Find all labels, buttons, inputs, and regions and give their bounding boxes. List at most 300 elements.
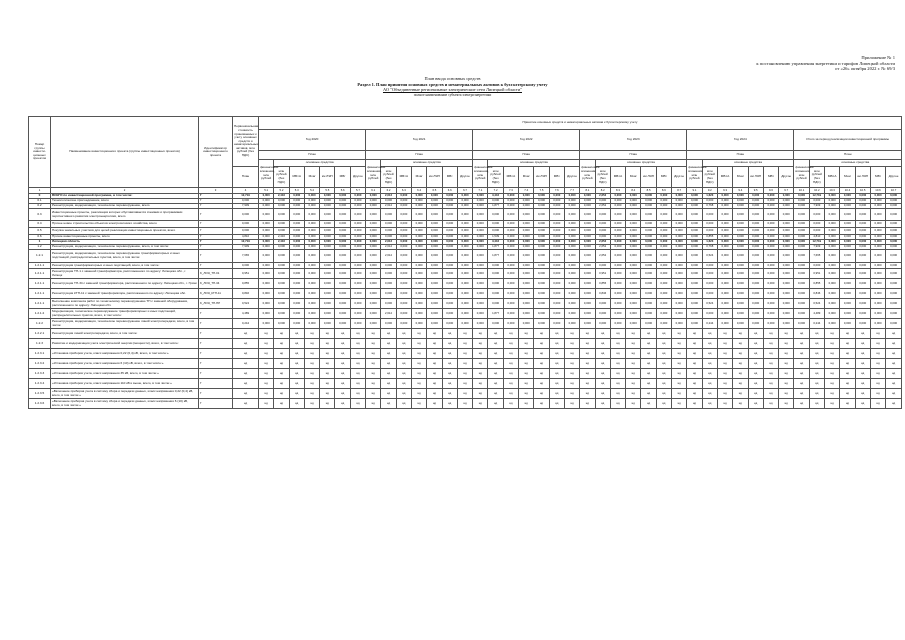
row-value: нд (381, 359, 396, 369)
row-value: 0,000 (274, 199, 289, 204)
row-value: 0,000 (320, 221, 335, 228)
row-value: 0,000 (564, 299, 579, 309)
row-value: 0,000 (335, 235, 350, 240)
row-value: 0,000 (396, 228, 411, 235)
row-value: нд (534, 369, 549, 379)
row-value: нд (641, 359, 656, 369)
row-number: 1.2.1.2 (29, 309, 51, 319)
row-plan-cost: нд (233, 389, 259, 399)
row-value: 0,000 (717, 245, 732, 250)
col-number: 9.7 (779, 188, 794, 194)
row-value: 0,000 (304, 309, 319, 319)
row-value: 0,000 (335, 194, 350, 199)
row-value: нд (626, 389, 641, 399)
row-value: нд (320, 349, 335, 359)
row-value: 0,000 (519, 209, 534, 221)
row-value: 0,000 (687, 209, 702, 221)
row-value: 0,000 (855, 289, 870, 299)
row-value: нд (304, 329, 319, 339)
row-value: нд (473, 339, 488, 349)
row-value: 0,000 (427, 228, 442, 235)
row-value: 0,000 (320, 269, 335, 279)
row-value: нд (564, 329, 579, 339)
row-value: 0,000 (886, 228, 902, 235)
row-value: 0,000 (641, 299, 656, 309)
row-value: 0,000 (824, 199, 839, 204)
row-value: 0,000 (626, 199, 641, 204)
row-value: 0,000 (274, 279, 289, 289)
row-value: 0,000 (824, 240, 839, 245)
row-value: 0,000 (457, 309, 472, 319)
row-value: нд (350, 339, 365, 349)
row-value: 0,000 (763, 309, 778, 319)
row-value: 0,000 (656, 221, 671, 228)
row-value: 0,000 (824, 204, 839, 209)
row-value: нд (549, 339, 564, 349)
row-value: 0,000 (855, 240, 870, 245)
row-number: 1.2.3.1 (29, 349, 51, 359)
row-value: 3,416 (488, 240, 503, 245)
row-value: 0,000 (442, 221, 457, 228)
row-value: нд (610, 359, 625, 369)
row-value: 0,000 (794, 309, 809, 319)
row-value: нд (580, 379, 595, 389)
row-value: нд (824, 399, 839, 409)
row-value: 0,000 (396, 245, 411, 250)
row-value: 0,000 (733, 299, 748, 309)
row-value: 0,000 (824, 269, 839, 279)
row-value: 1,623 (702, 194, 717, 199)
row-value: 0,000 (457, 299, 472, 309)
col-number: 3 (199, 188, 233, 194)
row-value: 0,000 (411, 204, 426, 209)
row-value: нд (335, 349, 350, 359)
row-value: 0,000 (304, 245, 319, 250)
col-number: 6.7 (457, 188, 472, 194)
row-value: 0,000 (595, 221, 610, 228)
row-value: 0,000 (855, 245, 870, 250)
row-value: 0,000 (259, 235, 274, 240)
row-value: нд (289, 329, 304, 339)
row-value: 0,000 (886, 221, 902, 228)
row-value: 0,000 (473, 199, 488, 204)
row-value: 0,000 (274, 228, 289, 235)
row-value: нд (396, 369, 411, 379)
col-header-unit: млн рублей (без НДС) (274, 167, 289, 188)
row-value: 7,909 (809, 245, 824, 250)
row-value: 0,000 (289, 204, 304, 209)
row-value: нд (366, 329, 381, 339)
row-number: 1.2.2.1 (29, 329, 51, 339)
row-value: нд (733, 389, 748, 399)
row-value: 0,000 (320, 199, 335, 204)
row-value: 0,000 (870, 235, 885, 240)
row-value: 0,000 (626, 194, 641, 199)
row-value: нд (427, 389, 442, 399)
col-number: 10.6 (870, 188, 885, 194)
row-value: нд (304, 359, 319, 369)
row-value: нд (320, 369, 335, 379)
annex-line-1: Приложение № 1 (861, 55, 895, 60)
row-value: 0,000 (748, 240, 763, 245)
row-value: нд (411, 339, 426, 349)
row-value: 0,000 (366, 309, 381, 319)
row-value: нд (809, 389, 824, 399)
row-value: нд (488, 339, 503, 349)
row-value: 0,951 (809, 269, 824, 279)
row-value: 0,000 (763, 235, 778, 240)
row-value: нд (411, 399, 426, 409)
row-value: нд (626, 349, 641, 359)
row-value: нд (335, 359, 350, 369)
row-value: 1,877 (488, 245, 503, 250)
row-value: нд (335, 369, 350, 379)
col-header-unit: Другое (564, 167, 579, 188)
row-value: 0,000 (473, 269, 488, 279)
row-value: нд (672, 379, 687, 389)
row-value: 0,000 (411, 209, 426, 221)
row-value: нд (457, 369, 472, 379)
row-number: 1.2.1.1 (29, 299, 51, 309)
row-value: 1,877 (488, 309, 503, 319)
row-number: 1.2.3.4 (29, 379, 51, 389)
row-value: 0,000 (335, 228, 350, 235)
row-value: 0,000 (350, 204, 365, 209)
row-value: 0,000 (442, 228, 457, 235)
table-row (29, 369, 902, 379)
row-value: 0,000 (427, 221, 442, 228)
row-value: 0,000 (687, 194, 702, 199)
row-value: нд (320, 339, 335, 349)
row-value: 0,000 (427, 289, 442, 299)
row-value: нд (366, 369, 381, 379)
row-value: 0,000 (534, 221, 549, 228)
row-value: 0,000 (733, 289, 748, 299)
row-value: 0,000 (427, 194, 442, 199)
row-value: 0,000 (840, 269, 855, 279)
row-value: 0,000 (411, 194, 426, 199)
row-value: нд (381, 399, 396, 409)
row-value: 0,000 (748, 221, 763, 228)
row-value: нд (457, 339, 472, 349)
col-number: 5.4 (304, 188, 319, 194)
row-value: 0,000 (442, 289, 457, 299)
row-value: 0,000 (411, 235, 426, 240)
row-value: 0,000 (335, 204, 350, 209)
row-value: нд (335, 389, 350, 399)
row-plan-cost: 4,489 (233, 309, 259, 319)
row-project-id: K_ЛОЭ_ТП-34 (199, 279, 233, 289)
row-value: нд (717, 359, 732, 369)
row-number: 1.2.3.3 (29, 369, 51, 379)
row-value: 0,000 (304, 289, 319, 299)
row-value: 0,000 (350, 299, 365, 309)
row-value: 2,612 (381, 250, 396, 263)
row-value: 0,000 (610, 269, 625, 279)
row-value: нд (335, 379, 350, 389)
row-value: 0,000 (350, 199, 365, 204)
row-value: 0,000 (259, 245, 274, 250)
row-value: 0,000 (442, 269, 457, 279)
row-value: 0,000 (519, 319, 534, 329)
row-value: 0,000 (488, 263, 503, 269)
row-value: нд (503, 379, 518, 389)
row-value: нд (809, 379, 824, 389)
row-value: нд (274, 399, 289, 409)
row-value: 0,000 (396, 289, 411, 299)
row-value: нд (442, 399, 457, 409)
row-value: нд (442, 379, 457, 389)
row-value: нд (779, 399, 794, 409)
document-heading (0, 76, 905, 98)
col-header-unit: км ЛЭП (534, 167, 549, 188)
col-header-plan: План (366, 151, 473, 160)
row-value: нд (641, 339, 656, 349)
row-value: 0,000 (610, 235, 625, 240)
row-value: нд (702, 329, 717, 339)
row-value: 12,719 (809, 194, 824, 199)
row-value: 0,000 (381, 279, 396, 289)
row-value: 0,000 (687, 263, 702, 269)
col-number: 9.6 (763, 188, 778, 194)
row-value: 0,846 (595, 289, 610, 299)
row-project-name: Реконструкция, модернизация, техническое перевооружение трансформаторных и иных подстанций, распределительных пунктов, всего, в том числе: (51, 250, 199, 263)
row-value: 0,000 (457, 250, 472, 263)
row-number: 0.6 (29, 235, 51, 240)
row-value: нд (366, 349, 381, 359)
row-value: 0,000 (473, 235, 488, 240)
row-plan-cost: 7,909 (233, 245, 259, 250)
col-header-unit: Mvar (840, 167, 855, 188)
col-header-financial-investments: финансовые вложения, млн рублей (580, 160, 595, 188)
row-value: 0,000 (503, 269, 518, 279)
row-value: 0,000 (427, 240, 442, 245)
row-value: 0,000 (610, 228, 625, 235)
row-value: 0,000 (870, 269, 885, 279)
row-value: 0,000 (350, 209, 365, 221)
row-value: нд (855, 359, 870, 369)
row-value: нд (656, 389, 671, 399)
row-number: 1.2.3.2 (29, 359, 51, 369)
row-value: 0,000 (656, 309, 671, 319)
row-value: нд (748, 359, 763, 369)
row-value: 0,000 (733, 240, 748, 245)
col-header-unit: млн рублей (без НДС) (381, 167, 396, 188)
row-value: 0,000 (427, 209, 442, 221)
row-value: нд (381, 339, 396, 349)
row-value: 0,000 (886, 279, 902, 289)
row-value: нд (870, 369, 885, 379)
row-value: 0,000 (794, 299, 809, 309)
col-header-unit: млн рублей (без НДС) (488, 167, 503, 188)
row-value: нд (687, 369, 702, 379)
row-value: 0,000 (580, 279, 595, 289)
row-value: нд (656, 329, 671, 339)
row-value: нд (824, 389, 839, 399)
row-value: 0,768 (702, 245, 717, 250)
row-value: 0,000 (641, 235, 656, 240)
row-value: 0,000 (886, 245, 902, 250)
row-value: 0,000 (610, 204, 625, 209)
row-project-name: «Установка приборов учета, класс напряжения 0,22 (0,4) кВ, всего, в том числе:» (51, 349, 199, 359)
row-value: 0,000 (672, 279, 687, 289)
row-value: нд (442, 329, 457, 339)
row-value: нд (672, 369, 687, 379)
row-value: нд (473, 329, 488, 339)
row-project-name: Развитие и модернизация учета электрической энергии (мощности), всего, в том числе: (51, 339, 199, 349)
row-project-id: Г (199, 199, 233, 204)
row-value: нд (672, 329, 687, 339)
annex-line-3: от «26» октября 2022 г. № 69/3 (835, 66, 895, 72)
row-value: нд (427, 379, 442, 389)
row-value: 0,000 (794, 204, 809, 209)
row-value: нд (595, 339, 610, 349)
row-value: 0,000 (840, 263, 855, 269)
row-value: 0,000 (335, 209, 350, 221)
col-number: 9.1 (687, 188, 702, 194)
table-row (29, 309, 902, 319)
row-value: нд (350, 369, 365, 379)
row-value: 0,000 (748, 209, 763, 221)
row-value: 0,000 (763, 269, 778, 279)
row-value: 0,244 (702, 319, 717, 329)
row-value: 2,652 (595, 245, 610, 250)
row-value: 0,000 (870, 250, 885, 263)
row-value: 0,000 (274, 204, 289, 209)
col-number: 7.4 (519, 188, 534, 194)
row-value: нд (366, 389, 381, 399)
row-value: 0,000 (473, 299, 488, 309)
row-value: 0,000 (763, 289, 778, 299)
row-value: 0,000 (779, 199, 794, 204)
row-value: 0,000 (564, 240, 579, 245)
row-value: 0,000 (886, 199, 902, 204)
row-value: 0,000 (320, 228, 335, 235)
row-value: 0,000 (350, 309, 365, 319)
row-value: 0,000 (840, 289, 855, 299)
col-header-unit: МВт (335, 167, 350, 188)
row-value: нд (702, 349, 717, 359)
row-value: нд (289, 339, 304, 349)
row-value: 0,000 (274, 245, 289, 250)
row-value: 0,000 (794, 228, 809, 235)
row-value: 0,000 (274, 299, 289, 309)
row-value: 0,000 (411, 250, 426, 263)
row-value: 0,000 (779, 299, 794, 309)
row-value: нд (534, 399, 549, 409)
row-project-name: Липецкая область (51, 240, 199, 245)
col-header-unit: Mvar (411, 167, 426, 188)
row-value: нд (779, 339, 794, 349)
col-number: 10.7 (886, 188, 902, 194)
row-plan-cost: нд (233, 349, 259, 359)
row-value: 0,000 (549, 279, 564, 289)
row-value: 4,489 (809, 309, 824, 319)
col-number: 5.3 (289, 188, 304, 194)
row-value: 0,000 (717, 319, 732, 329)
row-number: 1.2.1.1 (29, 279, 51, 289)
row-value: 0,000 (656, 269, 671, 279)
row-value: 0,000 (289, 194, 304, 199)
row-value: нд (381, 369, 396, 379)
row-value: 0,000 (641, 240, 656, 245)
row-value: 0,000 (733, 263, 748, 269)
row-value: 0,000 (396, 279, 411, 289)
row-value: 0,000 (687, 221, 702, 228)
row-value: 0,000 (289, 235, 304, 240)
row-value: нд (717, 339, 732, 349)
row-value: 2,612 (381, 204, 396, 209)
row-value: 0,000 (610, 240, 625, 245)
annex-line-2: к постановлению управления энергетики и тарифов Липецкой области (756, 60, 895, 66)
row-value: 0,000 (289, 228, 304, 235)
row-value: 0,000 (733, 250, 748, 263)
row-value: нд (564, 389, 579, 399)
row-value: 0,000 (274, 250, 289, 263)
row-value: нд (457, 349, 472, 359)
row-value: 0,000 (289, 209, 304, 221)
row-value: нд (442, 389, 457, 399)
row-value: 0,000 (366, 289, 381, 299)
row-value: 0,000 (335, 240, 350, 245)
row-value: 0,000 (427, 279, 442, 289)
row-value: нд (824, 349, 839, 359)
row-value: 0,000 (656, 228, 671, 235)
col-header-plan-value: План (233, 167, 259, 188)
row-value: нд (289, 349, 304, 359)
row-value: 0,855 (809, 279, 824, 289)
row-value: 0,000 (779, 309, 794, 319)
row-value: 0,000 (840, 245, 855, 250)
row-value: 0,000 (610, 194, 625, 199)
row-value: нд (717, 379, 732, 389)
col-number: 6.5 (427, 188, 442, 194)
row-project-name: «Включение приборов учета в систему сбора и передачи данных, класс напряжения 6 (10) кВ, всего, в том числе:» (51, 399, 199, 409)
row-project-id: Г (199, 263, 233, 269)
row-value: 2,612 (381, 240, 396, 245)
row-plan-cost: нд (233, 339, 259, 349)
row-value: нд (411, 369, 426, 379)
table-row (29, 221, 902, 228)
col-header-unit: МВт (442, 167, 457, 188)
col-number: 8.1 (580, 188, 595, 194)
row-value: нд (427, 359, 442, 369)
row-number: 1.2 (29, 245, 51, 250)
col-number: 9.3 (717, 188, 732, 194)
row-value: 0,000 (289, 319, 304, 329)
row-value: нд (702, 379, 717, 389)
row-value: нд (519, 399, 534, 409)
row-value: 0,000 (519, 309, 534, 319)
row-value: нд (672, 349, 687, 359)
row-value: 0,000 (656, 209, 671, 221)
row-value: 0,000 (442, 194, 457, 199)
row-value: нд (610, 369, 625, 379)
row-value: нд (763, 339, 778, 349)
row-value: 0,000 (610, 319, 625, 329)
row-value: нд (519, 369, 534, 379)
row-value: нд (733, 349, 748, 359)
row-value: 0,000 (259, 250, 274, 263)
col-header-unit: км ЛЭП (748, 167, 763, 188)
row-value: 0,000 (534, 309, 549, 319)
row-value: нд (259, 359, 274, 369)
row-value: 0,000 (381, 319, 396, 329)
row-project-id: Г (199, 359, 233, 369)
row-value: 0,000 (672, 194, 687, 199)
row-value: нд (610, 349, 625, 359)
row-value: 0,000 (824, 299, 839, 309)
